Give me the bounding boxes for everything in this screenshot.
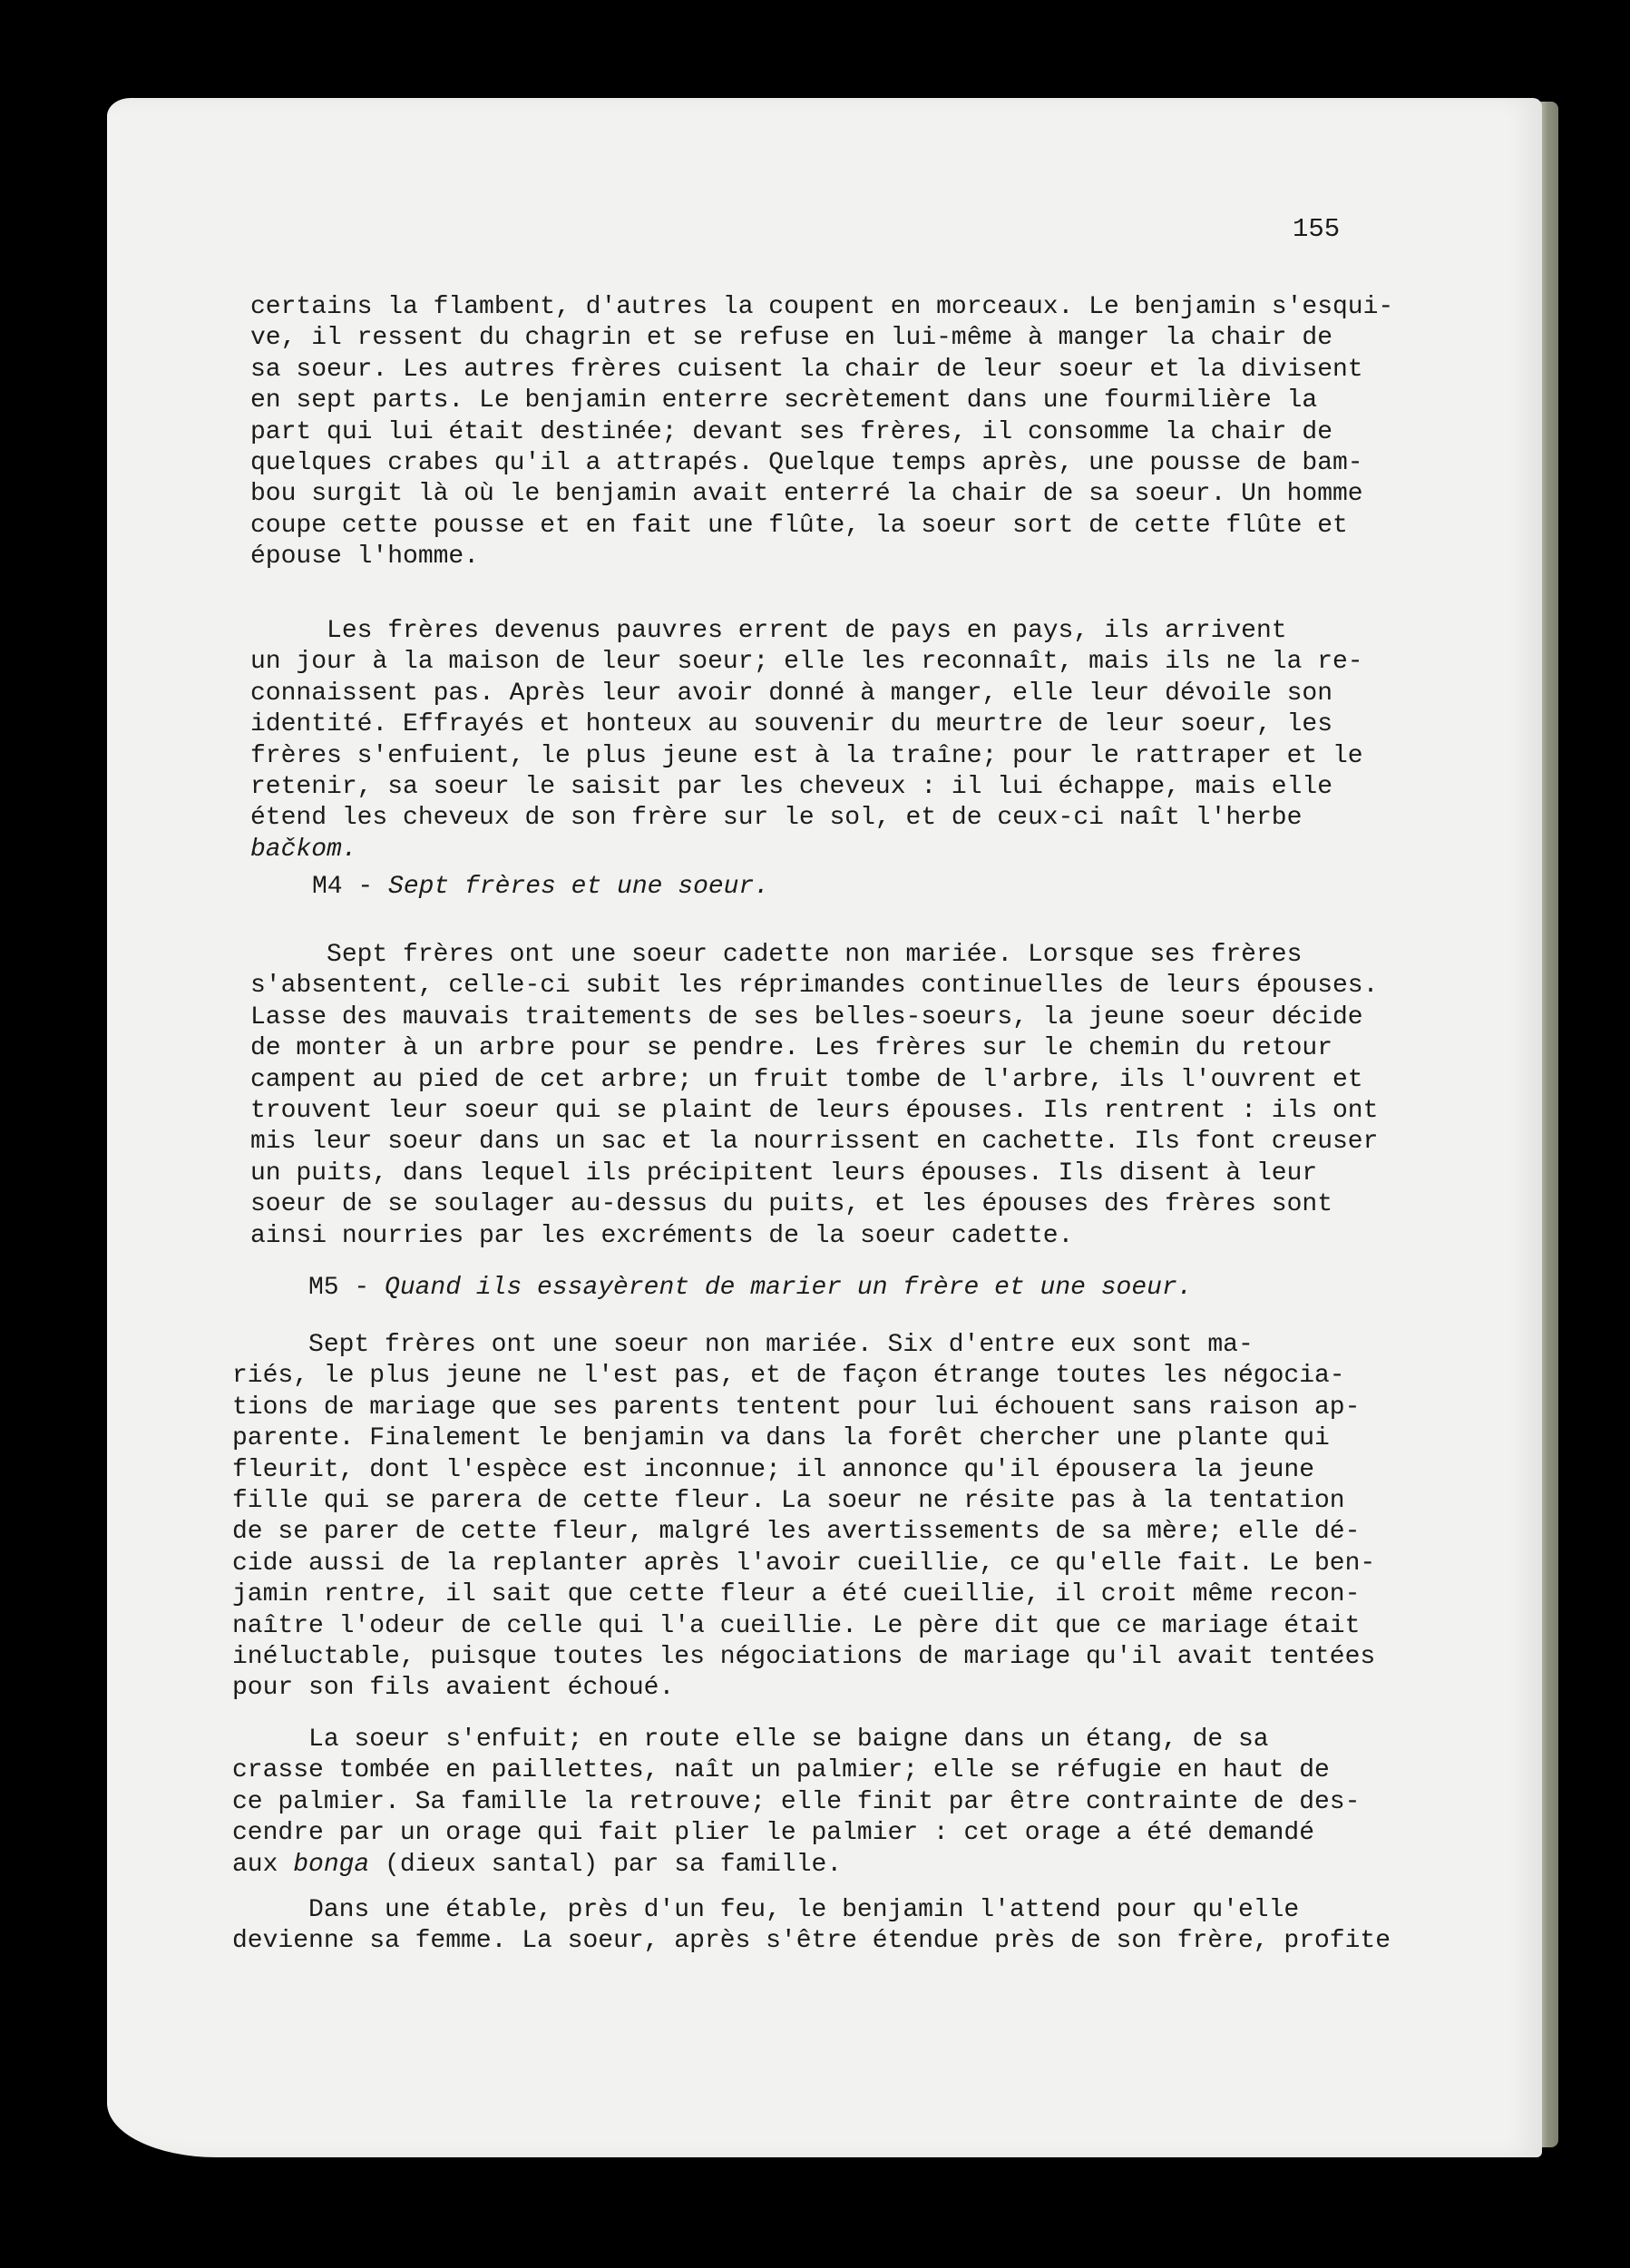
paragraph-5-line: La soeur s'enfuit; en route elle se baigne dans un étang, de sa (232, 1725, 1269, 1754)
paragraph-2-line: Les frères devenus pauvres errent de pays en pays, ils arrivent (250, 617, 1287, 645)
paragraph-1-line: en sept parts. Le benjamin enterre secrètement dans une fourmilière la (250, 386, 1318, 415)
paragraph-3-line: soeur de se soulager au-dessus du puits, et les épouses des frères sont (250, 1190, 1332, 1219)
paragraph-4-line: fleurit, dont l'espèce est inconnue; il annonce qu'il épousera la jeune (232, 1455, 1314, 1484)
paragraph-4-line: riés, le plus jeune ne l'est pas, et de façon étrange toutes les négocia- (232, 1362, 1345, 1391)
paragraph-6-line: devienne sa femme. La soeur, après s'être étendue près de son frère, profite (232, 1927, 1391, 1956)
paragraph-3-line: Lasse des mauvais traitements de ses belles-soeurs, la jeune soeur décide (250, 1002, 1363, 1031)
paragraph-2-line: un jour à la maison de leur soeur; elle les reconnaît, mais ils ne la re- (250, 648, 1363, 677)
paragraph-3-line: un puits, dans lequel ils précipitent leurs épouses. Ils disent à leur (250, 1158, 1318, 1188)
paragraph-4 (232, 1330, 1375, 1705)
paragraph-2-line: connaissent pas. Après leur avoir donné à manger, elle leur dévoile son (250, 679, 1332, 708)
paragraph-2-italic-word: bačkom. (250, 835, 357, 864)
paragraph-4-line: parente. Finalement le benjamin va dans la forêt chercher une plante qui (232, 1424, 1330, 1453)
heading-m5-label: M5 - (308, 1274, 386, 1302)
paragraph-4-line: jamin rentre, il sait que cette fleur a été cueillie, il croit même recon- (232, 1580, 1361, 1609)
paragraph-5-italic-word: bonga (293, 1850, 370, 1879)
paragraph-4-line: Sept frères ont une soeur non mariée. Six d'entre eux sont ma- (232, 1331, 1254, 1359)
paragraph-4-line: inéluctable, puisque toutes les négociations de mariage qu'il avait tentées (232, 1642, 1376, 1671)
heading-m5-title: Quand ils essayèrent de marier un frère et une soeur. (385, 1274, 1193, 1302)
paragraph-4-line: pour son fils avaient échoué. (232, 1674, 675, 1703)
paragraph-2-line: retenir, sa soeur le saisit par les cheveux : il lui échappe, mais elle (250, 772, 1332, 801)
paragraph-3-line: ainsi nourries par les excréments de la soeur cadette. (250, 1221, 1074, 1250)
paragraph-5-suffix: (dieux santal) par sa famille. (369, 1850, 843, 1879)
heading-m4-title: Sept frères et une soeur. (388, 873, 770, 901)
paragraph-2-line: identité. Effrayés et honteux au souvenir du meurtre de leur soeur, les (250, 710, 1332, 739)
paragraph-5-prefix: aux (232, 1850, 294, 1879)
paragraph-5-line: ce palmier. Sa famille la retrouve; elle finit par être contrainte de des- (232, 1787, 1361, 1816)
paragraph-3-line: Sept frères ont une soeur cadette non mariée. Lorsque ses frères (250, 941, 1303, 969)
paragraph-5 (232, 1725, 1360, 1881)
paragraph-2-line: étend les cheveux de son frère sur le sol, et de ceux-ci naît l'herbe (250, 804, 1303, 833)
paragraph-2-line: frères s'enfuient, le plus jeune est à la traîne; pour le rattraper et le (250, 741, 1363, 770)
paragraph-1-line: épouse l'homme. (250, 543, 480, 572)
paragraph-6-line: Dans une étable, près d'un feu, le benjamin l'attend pour qu'elle (232, 1896, 1300, 1924)
paragraph-4-line: de se parer de cette fleur, malgré les avertissements de sa mère; elle dé- (232, 1518, 1361, 1547)
paragraph-3-line: s'absentent, celle-ci subit les réprimandes continuelles de leurs épouses. (250, 972, 1379, 1001)
paragraph-3-line: campent au pied de cet arbre; un fruit tombe de l'arbre, ils l'ouvrent et (250, 1065, 1363, 1094)
paragraph-5-line: crasse tombée en paillettes, naît un palmier; elle se réfugie en haut de (232, 1756, 1330, 1785)
paragraph-3-line: trouvent leur soeur qui se plaint de leurs épouses. Ils rentrent : ils ont (250, 1096, 1379, 1125)
paragraph-1-line: bou surgit là où le benjamin avait enterré la chair de sa soeur. Un homme (250, 480, 1363, 509)
paragraph-1-line: ve, il ressent du chagrin et se refuse en lui-même à manger la chair de (250, 324, 1332, 353)
paragraph-5-line: cendre par un orage qui fait plier le palmier : cet orage a été demandé (232, 1819, 1314, 1848)
paragraph-3-line: mis leur soeur dans un sac et la nourrissent en cachette. Ils font creuser (250, 1128, 1379, 1157)
paragraph-2 (250, 616, 1363, 865)
paragraph-1-line: certains la flambent, d'autres la coupent en morceaux. Le benjamin s'esqui- (250, 293, 1394, 321)
paragraph-1-line: quelques crabes qu'il a attrapés. Quelque temps après, une pousse de bam- (250, 448, 1363, 477)
paragraph-1-line: part qui lui était destinée; devant ses frères, il consomme la chair de (250, 417, 1332, 446)
heading-m4-label: M4 - (312, 873, 389, 901)
paragraph-3 (250, 940, 1378, 1252)
heading-m4 (312, 873, 769, 901)
paragraph-1-line: coupe cette pousse et en fait une flûte, la soeur sort de cette flûte et (250, 511, 1348, 540)
paragraph-4-line: cide aussi de la replanter après l'avoir cueillie, ce qu'elle fait. Le ben- (232, 1549, 1376, 1578)
paragraph-1-line: sa soeur. Les autres frères cuisent la chair de leur soeur et la divisent (250, 355, 1363, 384)
paragraph-3-line: de monter à un arbre pour se pendre. Les frères sur le chemin du retour (250, 1034, 1332, 1063)
paragraph-6 (232, 1895, 1391, 1958)
heading-m5 (308, 1274, 1193, 1302)
paragraph-4-line: fille qui se parera de cette fleur. La soeur ne résite pas à la tentation (232, 1486, 1345, 1515)
paragraph-4-line: tions de mariage que ses parents tentent pour lui échouent sans raison ap- (232, 1393, 1361, 1422)
paragraph-5-line (232, 1850, 1360, 1881)
paragraph-1 (250, 292, 1393, 573)
paragraph-4-line: naître l'odeur de celle qui l'a cueillie. Le père dit que ce mariage était (232, 1611, 1361, 1640)
page-number: 155 (1293, 214, 1341, 244)
